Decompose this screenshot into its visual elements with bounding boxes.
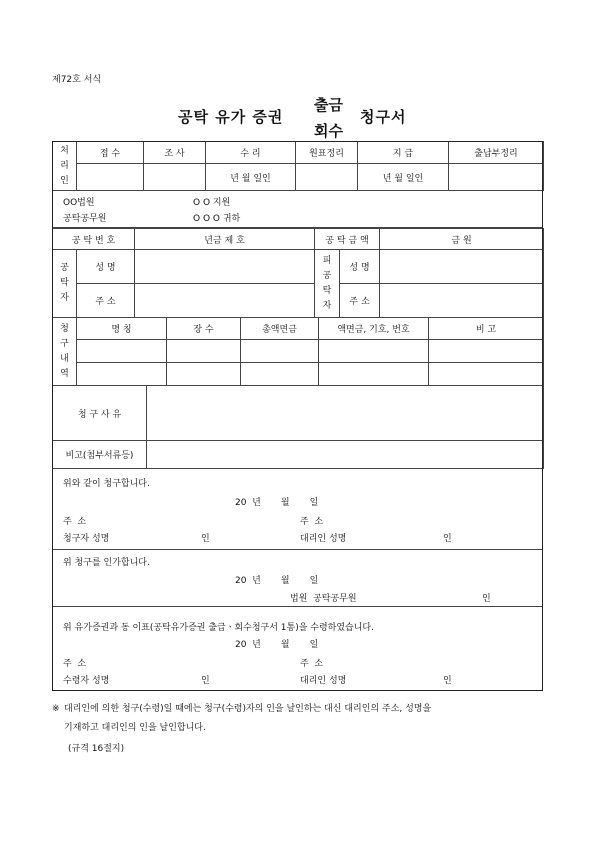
depositee-label: 피공탁자: [315, 250, 340, 318]
deposit-number-label: 공 탁 번 호: [53, 229, 135, 250]
form-border: [52, 141, 543, 691]
title-prefix: 공탁 유가 증권: [178, 108, 284, 126]
agent-name-label: 대리인 성명: [300, 534, 347, 544]
header-remarks: 비 고: [429, 318, 544, 340]
header-payment: 지 급: [358, 142, 449, 164]
remarks-label: 비고(첨부서류등): [53, 441, 147, 469]
claim-reason-label: 청 구 사 유: [53, 386, 147, 441]
approval-seal: 인: [482, 594, 491, 604]
receiver-seal: 인: [201, 676, 210, 686]
paper-spec: (규격 16절지): [68, 744, 125, 754]
receipt-agent-seal: 인: [443, 676, 452, 686]
depositor-label: 공탁자: [53, 250, 77, 318]
claimant-name-label: 청구자 성명: [63, 534, 110, 544]
claimant-seal: 인: [201, 534, 210, 544]
receiver-name-label: 수령자 성명: [63, 676, 110, 686]
acceptance-date[interactable]: 년 월 일인: [206, 164, 296, 191]
header-acceptance: 수 리: [206, 142, 296, 164]
footnote-mark: ※: [52, 704, 60, 714]
footnote-line2: 기재하고 대리인의 인을 날인합니다.: [64, 723, 206, 733]
header-receipt: 접 수: [77, 142, 144, 164]
claim-details-label: 청구내역: [53, 318, 77, 386]
header-name: 명 칭: [77, 318, 167, 340]
header-ledger: 원표정리: [296, 142, 358, 164]
claim-statement: 위와 같이 청구합니다.: [63, 479, 150, 489]
receipt-statement: 위 유가증권과 동 이표(공탁유가증권 출급ㆍ회수청구서 1통)을 수령하였습니다.: [63, 623, 374, 633]
title-suffix: 청구서: [360, 108, 407, 126]
header-count: 장 수: [167, 318, 241, 340]
title-option-bottom: 회수: [314, 122, 343, 140]
approval-date[interactable]: 20 년 월 일: [235, 576, 319, 586]
branch-name: O O 지원: [193, 198, 231, 208]
deposit-number-value[interactable]: 년금 제 호: [135, 229, 315, 250]
claim-address-left: 주 소: [63, 517, 87, 527]
receipt-agent-name-label: 대리인 성명: [300, 676, 347, 686]
form-title: [0, 92, 595, 140]
header-face-symbol-number: 액면금, 기호, 번호: [319, 318, 429, 340]
claim-address-right: 주 소: [300, 517, 324, 527]
header-total-face: 총액면금: [241, 318, 319, 340]
header-investigation: 조 사: [144, 142, 206, 164]
depositor-address-label: 주 소: [77, 284, 135, 318]
header-cashbook: 출납부정리: [449, 142, 544, 164]
depositee-address-label: 주 소: [340, 284, 380, 318]
title-option-top: 출금: [314, 96, 343, 114]
approval-official: 법원 공탁공무원: [290, 594, 357, 604]
depositor-name-label: 성 명: [77, 250, 135, 284]
official-title: 공탁공무원: [63, 214, 107, 224]
form-number: 제72호 서식: [52, 75, 102, 85]
deposit-amount-label: 공 탁 금 액: [315, 229, 380, 250]
receipt-address-left: 주 소: [63, 659, 87, 669]
agent-seal: 인: [443, 534, 452, 544]
receipt-address-right: 주 소: [300, 659, 324, 669]
official-name: O O O 귀하: [193, 214, 241, 224]
receipt-date[interactable]: 20 년 월 일: [235, 640, 319, 650]
footnote-line1: 대리인에 의한 청구(수령)일 때에는 청구(수령)자의 인을 날인하는 대신 대리인의 주소, 성명을: [64, 704, 432, 714]
deposit-amount-value[interactable]: 금 원: [380, 229, 544, 250]
approval-statement: 위 청구를 인가합니다.: [63, 558, 150, 568]
claim-date[interactable]: 20 년 월 일: [235, 498, 319, 508]
payment-date[interactable]: 년 월 일인: [358, 164, 449, 191]
depositee-name-label: 성 명: [340, 250, 380, 284]
court-name: OO법원: [63, 198, 95, 208]
processing-label: 처리인: [53, 142, 77, 191]
